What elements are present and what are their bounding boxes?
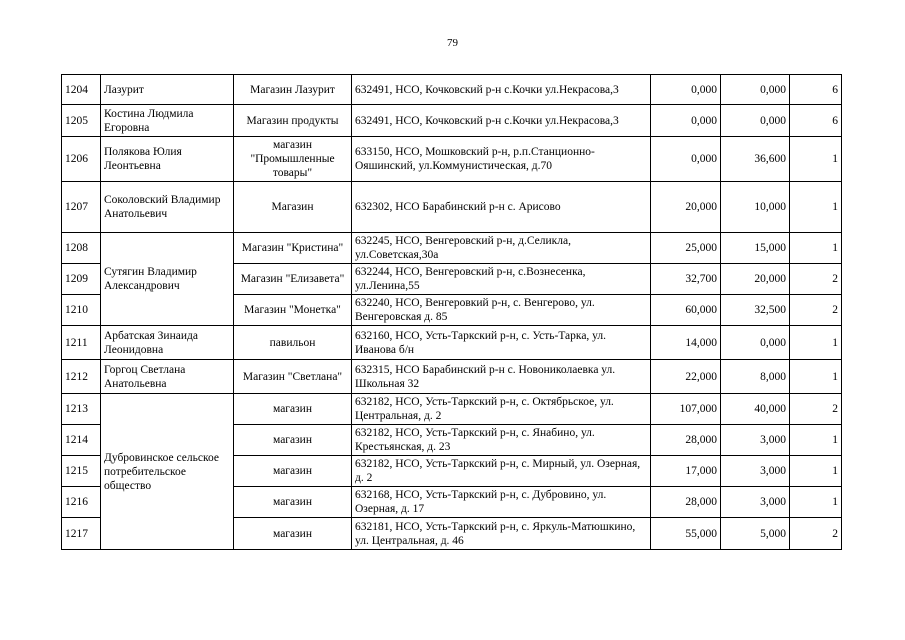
value-3: 2 — [790, 518, 842, 550]
value-2: 3,000 — [721, 425, 790, 456]
table-row — [62, 75, 842, 105]
value-1: 0,000 — [651, 137, 721, 182]
value-1: 28,000 — [651, 487, 721, 518]
owner-name: Костина Людмила Егоровна — [101, 105, 234, 137]
store-address: 632244, НСО, Венгеровский р-н, с.Вознесенка, ул.Ленина,55 — [352, 264, 651, 295]
value-1: 32,700 — [651, 264, 721, 295]
store-address: 632160, НСО, Усть-Таркский р-н, с. Усть-Тарка, ул. Иванова б/н — [352, 326, 651, 360]
store-type: магазин — [234, 456, 352, 487]
table-row — [62, 360, 842, 394]
owner-name: Полякова Юлия Леонтьевна — [101, 137, 234, 182]
value-1: 20,000 — [651, 182, 721, 233]
row-number: 1211 — [62, 326, 101, 360]
value-1: 0,000 — [651, 105, 721, 137]
value-2: 0,000 — [721, 105, 790, 137]
owner-name: Лазурит — [101, 75, 234, 105]
table-row — [62, 182, 842, 233]
store-address: 632491, НСО, Кочковский р-н с.Кочки ул.Некрасова,3 — [352, 105, 651, 137]
owner-name: Сутягин Владимир Александрович — [101, 233, 234, 326]
value-3: 1 — [790, 182, 842, 233]
value-1: 28,000 — [651, 425, 721, 456]
store-address: 632491, НСО, Кочковский р-н с.Кочки ул.Некрасова,3 — [352, 75, 651, 105]
value-1: 14,000 — [651, 326, 721, 360]
store-type: магазин — [234, 394, 352, 425]
store-address: 632302, НСО Барабинский р-н с. Арисово — [352, 182, 651, 233]
row-number: 1205 — [62, 105, 101, 137]
value-3: 1 — [790, 326, 842, 360]
row-number: 1214 — [62, 425, 101, 456]
value-1: 0,000 — [651, 75, 721, 105]
row-number: 1210 — [62, 295, 101, 326]
value-3: 2 — [790, 295, 842, 326]
value-2: 3,000 — [721, 456, 790, 487]
value-3: 1 — [790, 487, 842, 518]
owner-name: Арбатская Зинаида Леонидовна — [101, 326, 234, 360]
value-3: 1 — [790, 456, 842, 487]
owner-name: Горгоц Светлана Анатольевна — [101, 360, 234, 394]
row-number: 1217 — [62, 518, 101, 550]
store-type: Магазин "Монетка" — [234, 295, 352, 326]
store-address: 632245, НСО, Венгеровский р-н, д.Селикла, ул.Советская,30а — [352, 233, 651, 264]
store-address: 632240, НСО, Венгеровкий р-н, с. Венгерово, ул. Венгеровская д. 85 — [352, 295, 651, 326]
store-type: Магазин — [234, 182, 352, 233]
store-type: павильон — [234, 326, 352, 360]
store-address: 632182, НСО, Усть-Таркский р-н, с. Октябрьское, ул. Центральная, д. 2 — [352, 394, 651, 425]
value-3: 1 — [790, 233, 842, 264]
value-1: 22,000 — [651, 360, 721, 394]
value-3: 1 — [790, 137, 842, 182]
value-2: 15,000 — [721, 233, 790, 264]
row-number: 1213 — [62, 394, 101, 425]
owner-name: Соколовский Владимир Анатольевич — [101, 182, 234, 233]
table-row — [62, 233, 842, 264]
store-type: магазин — [234, 425, 352, 456]
registry-table — [61, 74, 842, 550]
value-1: 55,000 — [651, 518, 721, 550]
value-2: 36,600 — [721, 137, 790, 182]
row-number: 1212 — [62, 360, 101, 394]
value-3: 6 — [790, 75, 842, 105]
store-address: 632315, НСО Барабинский р-н с. Новониколаевка ул. Школьная 32 — [352, 360, 651, 394]
store-address: 632168, НСО, Усть-Таркский р-н, с. Дубровино, ул. Озерная, д. 17 — [352, 487, 651, 518]
store-type: Магазин продукты — [234, 105, 352, 137]
value-1: 107,000 — [651, 394, 721, 425]
store-address: 633150, НСО, Мошковский р-н, р.п.Станционно-Ояшинский, ул.Коммунистическая, д.70 — [352, 137, 651, 182]
store-type: Магазин "Елизавета" — [234, 264, 352, 295]
value-1: 60,000 — [651, 295, 721, 326]
store-type: магазин "Промышленные товары" — [234, 137, 352, 182]
value-3: 1 — [790, 425, 842, 456]
store-type: Магазин "Светлана" — [234, 360, 352, 394]
value-2: 32,500 — [721, 295, 790, 326]
owner-name: Дубровинское сельское потребительское общество — [101, 394, 234, 550]
table-row — [62, 137, 842, 182]
row-number: 1207 — [62, 182, 101, 233]
value-2: 5,000 — [721, 518, 790, 550]
store-address: 632182, НСО, Усть-Таркский р-н, с. Янабино, ул. Крестьянская, д. 23 — [352, 425, 651, 456]
table-row — [62, 394, 842, 425]
row-number: 1216 — [62, 487, 101, 518]
store-type: магазин — [234, 487, 352, 518]
value-2: 40,000 — [721, 394, 790, 425]
row-number: 1209 — [62, 264, 101, 295]
value-1: 25,000 — [651, 233, 721, 264]
store-type: магазин — [234, 518, 352, 550]
value-2: 0,000 — [721, 75, 790, 105]
store-address: 632182, НСО, Усть-Таркский р-н, с. Мирный, ул. Озерная, д. 2 — [352, 456, 651, 487]
value-3: 1 — [790, 360, 842, 394]
row-number: 1206 — [62, 137, 101, 182]
value-3: 6 — [790, 105, 842, 137]
value-3: 2 — [790, 394, 842, 425]
store-type: Магазин Лазурит — [234, 75, 352, 105]
value-2: 10,000 — [721, 182, 790, 233]
value-2: 0,000 — [721, 326, 790, 360]
table-row — [62, 105, 842, 137]
store-address: 632181, НСО, Усть-Таркский р-н, с. Яркуль-Матюшкино, ул. Центральная, д. 46 — [352, 518, 651, 550]
row-number: 1215 — [62, 456, 101, 487]
table-row — [62, 326, 842, 360]
row-number: 1208 — [62, 233, 101, 264]
store-type: Магазин "Кристина" — [234, 233, 352, 264]
value-2: 20,000 — [721, 264, 790, 295]
value-2: 3,000 — [721, 487, 790, 518]
value-2: 8,000 — [721, 360, 790, 394]
value-1: 17,000 — [651, 456, 721, 487]
value-3: 2 — [790, 264, 842, 295]
row-number: 1204 — [62, 75, 101, 105]
page-number: 79 — [447, 37, 458, 49]
